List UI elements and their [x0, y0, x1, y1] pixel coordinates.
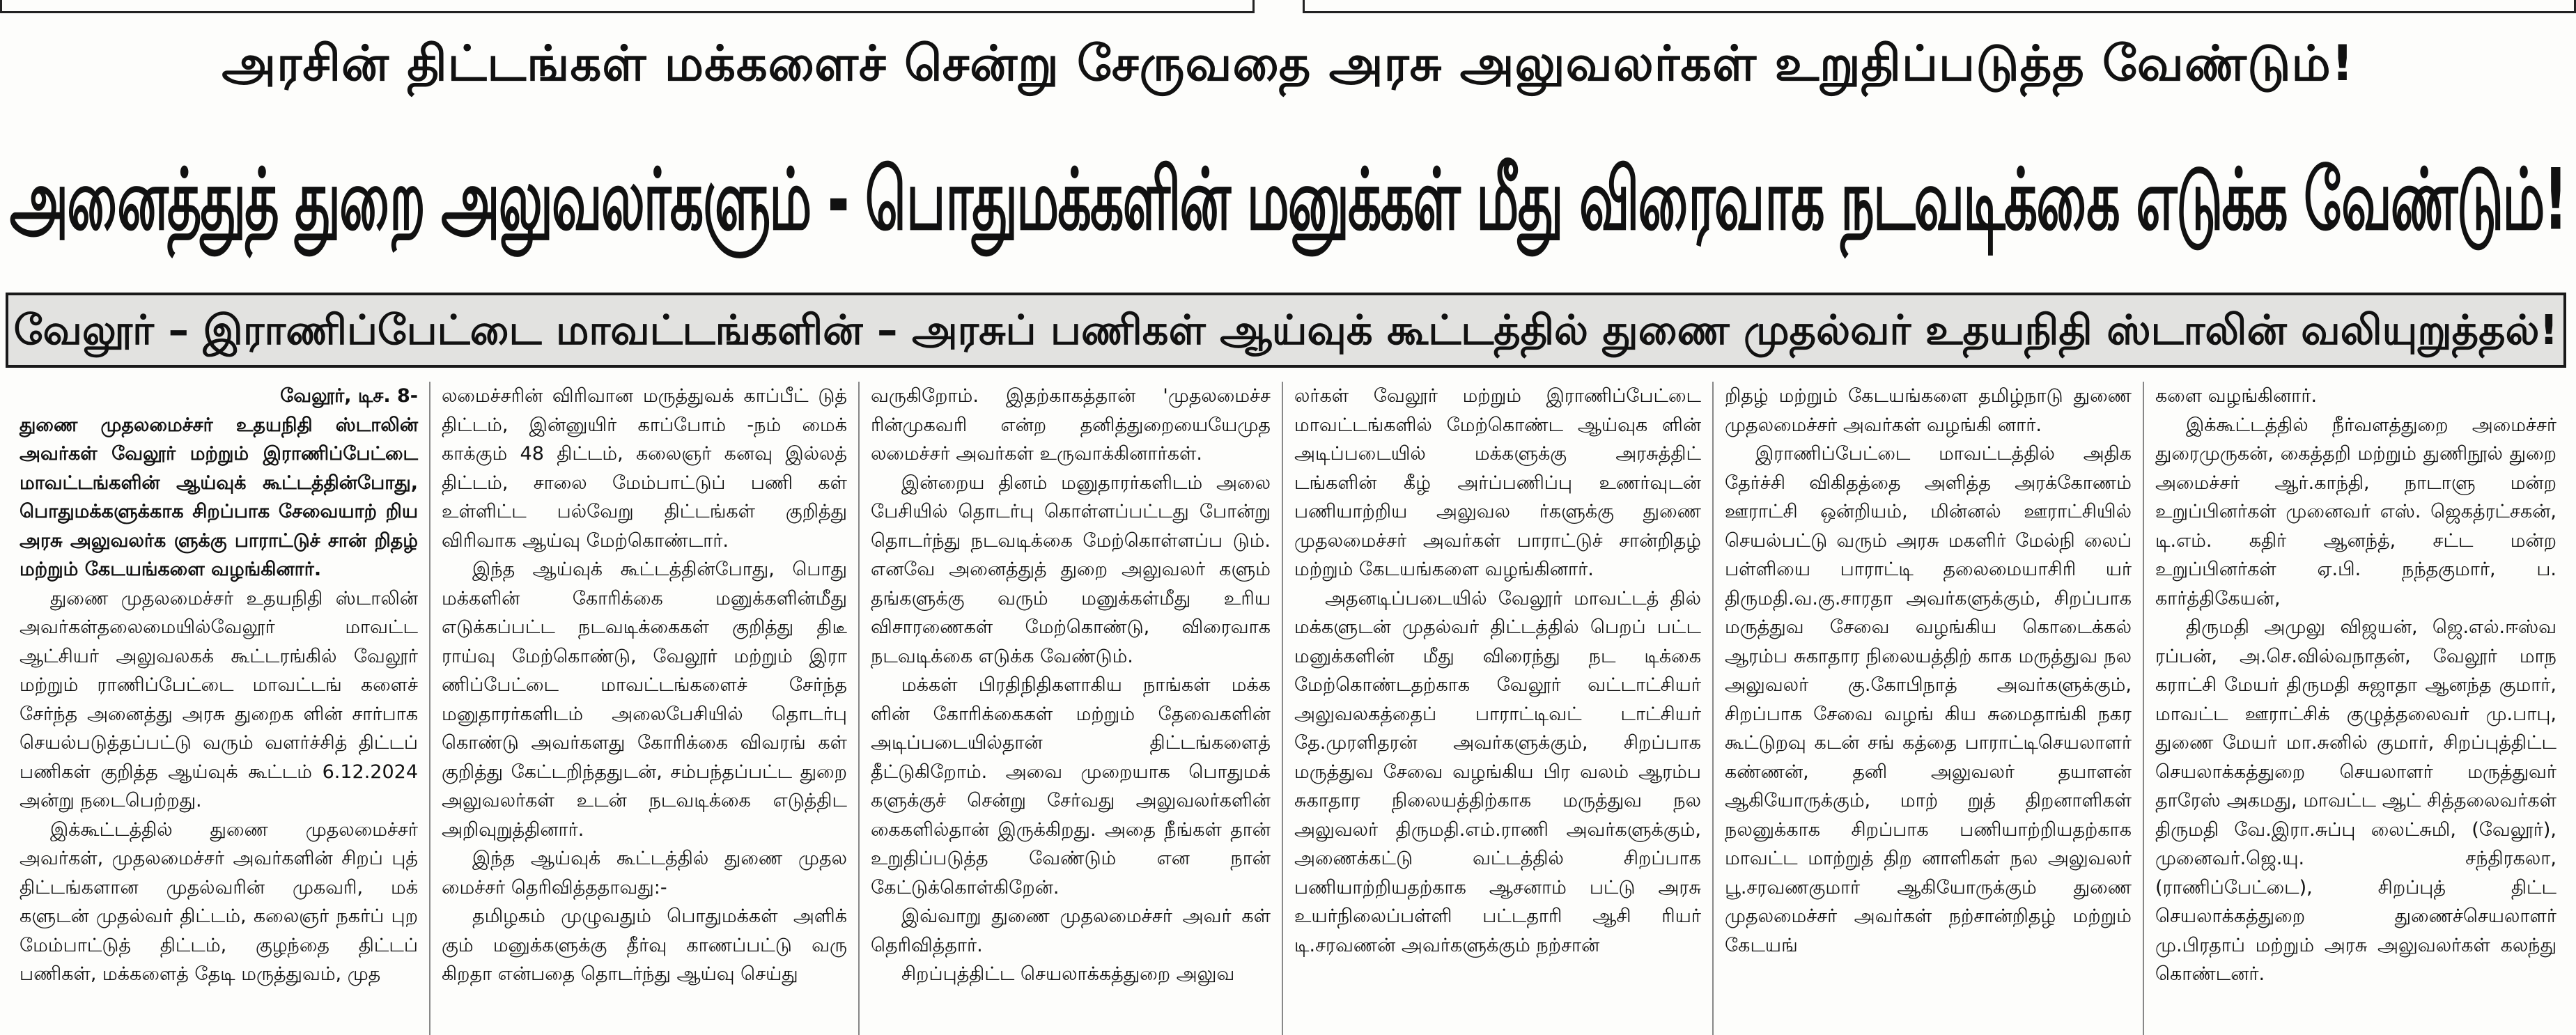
paragraph: மக்கள் பிரதிநிதிகளாகிய நாங்கள் மக்க ளின் கோரிக்கைகள் மற்றும் தேவைகளின் அடிப்படையில்தான் திட்டங்களைத் தீட்டுகிறோம். அவை முறையாக பொதுமக் களுக்குச் சென்று சேர்வது அலுவலர்களின் கைகளில்தான் இருக்கிறது. அதை நீங்கள் தான் உறுதிப்படுத்த வேண்டும் என நான் கேட்டுக்கொள்கிறேன்.	[871, 674, 1271, 898]
paragraph: இராணிப்பேட்டை மாவட்டத்தில் அதிக தேர்ச்சி விகிதத்தை அளித்த அரக்கோணம் ஊராட்சி ஒன்றியம், மின்னல் ஊராட்சியில் செயல்பட்டு வரும் அரசு மகளிர் மேல்நி லைப் பள்ளியை பாராட்டி தலைமையாசிரி யர் திருமதி.வ.கு.சாரதா அவர்களுக்கும், சிறப்பாக மருத்துவ சேவை வழங்கிய கொடைக்கல் ஆரம்ப சுகாதார நிலையத்திற் காக மருத்துவ நல அலுவலர் கு.கோபிநாத் அவர்களுக்கும், சிறப்பாக சேவை வழங் கிய சுமைதாங்கி நகர கூட்டுறவு கடன் சங் கத்தை பாராட்டிசெயலாளர் கண்ணன், தனி அலுவலர் தயாளன் ஆகியோருக்கும், மாற் றுத் திறனாளிகள் நலனுக்காக சிறப்பாக பணியாற்றியதற்காக மாவட்ட மாற்றுத் திற னாளிகள் நல அலுவலர் பூ.சரவணகுமார் ஆகியோருக்கும் துணை முதலமைச்சர் அவர்கள் நற்சான்றிதழ் மற்றும் கேடயங்	[1725, 443, 2132, 956]
column-4	[1283, 382, 1714, 1035]
column-2	[430, 382, 860, 1035]
top-frame-rule	[0, 0, 2576, 17]
column-6	[2144, 382, 2568, 1035]
paragraph: லமைச்சரின் விரிவான மருத்துவக் காப்பீட் டுத் திட்டம், இன்னுயிர் காப்போம் -நம் மைக் காக்கும் 48 திட்டம், கலைஞர் கனவு இல்லத் திட்டம், சாலை மேம்பாட்டுப் பணி கள் உள்ளிட்ட பல்வேறு திட்டங்கள் குறித்து விரிவாக ஆய்வு மேற்கொண்டார்.	[442, 385, 847, 552]
paragraph: லர்கள் வேலூர் மற்றும் இராணிப்பேட்டை மாவட்டங்களில் மேற்கொண்ட ஆய்வுக ளின் அடிப்படையில் மக்களுக்கு அரசுத்திட் டங்களின் கீழ் அர்ப்பணிப்பு உணர்வுடன் பணியாற்றிய அலுவல ர்களுக்கு துணை முதலமைச்சர் அவர்கள் பாராட்டுச் சான்றிதழ் மற்றும் கேடயங்களை வழங்கினார்.	[1294, 385, 1701, 580]
paragraph: திருமதி அமுலு விஜயன், ஜெ.எல்.ஈஸ்வ ரப்பன், அ.செ.வில்வநாதன், வேலூர் மாந கராட்சி மேயர் திருமதி சுஜாதா ஆனந்த குமார், மாவட்ட ஊராட்சிக் குழுத்தலைவர் மு.பாபு, துணை மேயர் மா.சுனில் குமார், சிறப்புத்திட்ட செயலாக்கத்துறை செயலாளர் மருத்துவர் தாரேஸ் அகமது, மாவட்ட ஆட் சித்தலைவர்கள் திருமதி வே.இரா.சுப்பு லைட்சுமி, (வேலூர்), முனைவர்.ஜெ.யு. சந்திரகலா, (ராணிப்பேட்டை), சிறப்புத் திட்ட செயலாக்கத்துறை துணைச்செயலாளர் மு.பிரதாப் மற்றும் அரசு அலுவலர்கள் கலந்து கொண்டனர்.	[2155, 616, 2556, 985]
paragraph: துணை முதலமைச்சர் உதயநிதி ஸ்டாலின் அவர்கள்தலைமையில்வேலூர் மாவட்ட ஆட்சியர் அலுவலகக் கூட்டரங்கில் வேலூர் மற்றும் ராணிப்பேட்டை மாவட்டங் களைச் சேர்ந்த அனைத்து அரசு துறைக ளின் சார்பாக செயல்படுத்தப்பட்டு வரும் வளர்ச்சித் திட்டப் பணிகள் குறித்த ஆய்வுக் கூட்டம் 6.12.2024 அன்று நடைபெற்றது.	[20, 587, 418, 811]
main-headline: அனைத்துத் துறை அலுவலர்களும் - பொதுமக்களின் மனுக்கள் மீது விரைவாக நடவடிக்கை எடுக்க வேண்டும்!	[9, 150, 2567, 249]
subheadline-banner: வேலூர் – இராணிப்பேட்டை மாவட்டங்களின் – அரசுப் பணிகள் ஆய்வுக் கூட்டத்தில் துணை முதல்வர் உதயநிதி ஸ்டாலின் வலியுறுத்தல்!	[6, 293, 2566, 368]
paragraph: இந்த ஆய்வுக் கூட்டத்தின்போது, பொது மக்களின் கோரிக்கை மனுக்களின்மீது எடுக்கப்பட்ட நடவடிக்கைகள் குறித்து திடீ ராய்வு மேற்கொண்டு, வேலூர் மற்றும் இரா ணிப்பேட்டை மாவட்டங்களைச் சேர்ந்த மனுதாரர்களிடம் அலைபேசியில் தொடர்பு கொண்டு அவர்களது கோரிக்கை விவரங் கள் குறித்து கேட்டறிந்ததுடன், சம்பந்தப்பட்ட துறை அலுவலர்கள் உடன் நடவடிக்கை எடுத்திட அறிவுறுத்தினார்.	[442, 559, 847, 841]
column-1	[8, 382, 430, 1035]
lead-paragraph: துணை முதலமைச்சர் உதயநிதி ஸ்டாலின் அவர்கள் வேலூர் மற்றும் இராணிப்பேட்டை மாவட்டங்களின் ஆய்வுக் கூட்டத்தின்போது, பொதுமக்களுக்காக சிறப்பாக சேவையாற் றிய அரசு அலுவலர்க ளுக்கு பாராட்டுச் சான் றிதழ் மற்றும் கேடயங்களை வழங்கினார்.	[20, 414, 418, 580]
paragraph: சிறப்புத்திட்ட செயலாக்கத்துறை அலுவ	[901, 963, 1235, 985]
paragraph: இக்கூட்டத்தில் துணை முதலமைச்சர் அவர்கள், முதலமைச்சர் அவர்களின் சிறப் புத் திட்டங்களான முதல்வரின் முகவரி, மக் களுடன் முதல்வர் திட்டம், கலைஞர் நகர்ப் புற மேம்பாட்டுத் திட்டம், குழந்தை திட்டப் பணிகள், மக்களைத் தேடி மருத்துவம், முத	[20, 818, 418, 985]
column-5	[1714, 382, 2144, 1035]
paragraph: அதனடிப்படையில் வேலூர் மாவட்டத் தில் மக்களுடன் முதல்வர் திட்டத்தில் பெறப் பட்ட மனுக்களின் மீது விரைந்து நட டிக்கை மேற்கொண்டதற்காக வேலூர் வட்டாட்சியர் அலுவலகத்தைப் பாராட்டிவட் டாட்சியர் தே.முரளிதரன் அவர்களுக்கும், சிறப்பாக மருத்துவ சேவை வழங்கிய பிர வலம் ஆரம்ப சுகாதார நிலையத்திற்காக மருத்துவ நல அலுவலர் திருமதி.எம்.ராணி அவர்களுக்கும், அணைக்கட்டு வட்டத்தில் சிறப்பாக பணியாற்றியதற்காக ஆசனாம் பட்டு அரசு உயர்நிலைப்பள்ளி பட்டதாரி ஆசி ரியர் டி.சரவணன் அவர்களுக்கும் நற்சான்	[1294, 587, 1701, 956]
paragraph: இன்றைய தினம் மனுதாரர்களிடம் அலை பேசியில் தொடர்பு கொள்ளப்பட்டது போன்று தொடர்ந்து நடவடிக்கை மேற்கொள்ளப்ப டும். எனவே அனைத்துத் துறை அலுவலர் களும் தங்களுக்கு வரும் மனுக்கள்மீது உரிய விசாரணைகள் மேற்கொண்டு, விரைவாக நடவடிக்கை எடுக்க வேண்டும்.	[871, 472, 1271, 667]
paragraph: தமிழகம் முழுவதும் பொதுமக்கள் அளிக் கும் மனுக்களுக்கு தீர்வு காணப்பட்டு வரு கிறதா என்பதை தொடர்ந்து ஆய்வு செய்து	[442, 905, 847, 985]
paragraph: இந்த ஆய்வுக் கூட்டத்தில் துணை முதல மைச்சர் தெரிவித்ததாவது:-	[442, 848, 847, 898]
paragraph: வருகிறோம். இதற்காகத்தான் 'முதலமைச்ச ரின்முகவரி என்ற தனித்துறையையேமுத லமைச்சர் அவர்கள் உருவாக்கினார்கள்.	[871, 385, 1271, 465]
paragraph: றிதழ் மற்றும் கேடயங்களை தமிழ்நாடு துணை முதலமைச்சர் அவர்கள் வழங்கி னார்.	[1725, 385, 2132, 436]
paragraph: இக்கூட்டத்தில் நீர்வளத்துறை அமைச்சர் துரைமுருகன், கைத்தறி மற்றும் துணிநூல் துறை அமைச்சர் ஆர்.காந்தி, நாடாளு மன்ற உறுப்பினர்கள் முனைவர் எஸ். ஜெகத்ரட்சகன், டி.எம். கதிர் ஆனந்த், சட்ட மன்ற உறுப்பினர்கள் ஏ.பி. நந்தகுமார், ப. கார்த்திகேயன்,	[2155, 414, 2556, 609]
kicker-headline: அரசின் திட்டங்கள் மக்களைச் சென்று சேருவதை அரசு அலுவலர்கள் உறுதிப்படுத்த வேண்டும்!	[222, 35, 2354, 92]
dateline: வேலூர், டிச. 8-	[280, 385, 418, 407]
paragraph: இவ்வாறு துணை முதலமைச்சர் அவர் கள் தெரிவித்தார்.	[871, 905, 1271, 956]
top-frame-left	[0, 0, 1255, 13]
paragraph: களை வழங்கினார்.	[2155, 385, 2318, 407]
column-3	[860, 382, 1283, 1035]
article-body	[8, 382, 2568, 1035]
top-frame-right	[1303, 0, 2576, 13]
